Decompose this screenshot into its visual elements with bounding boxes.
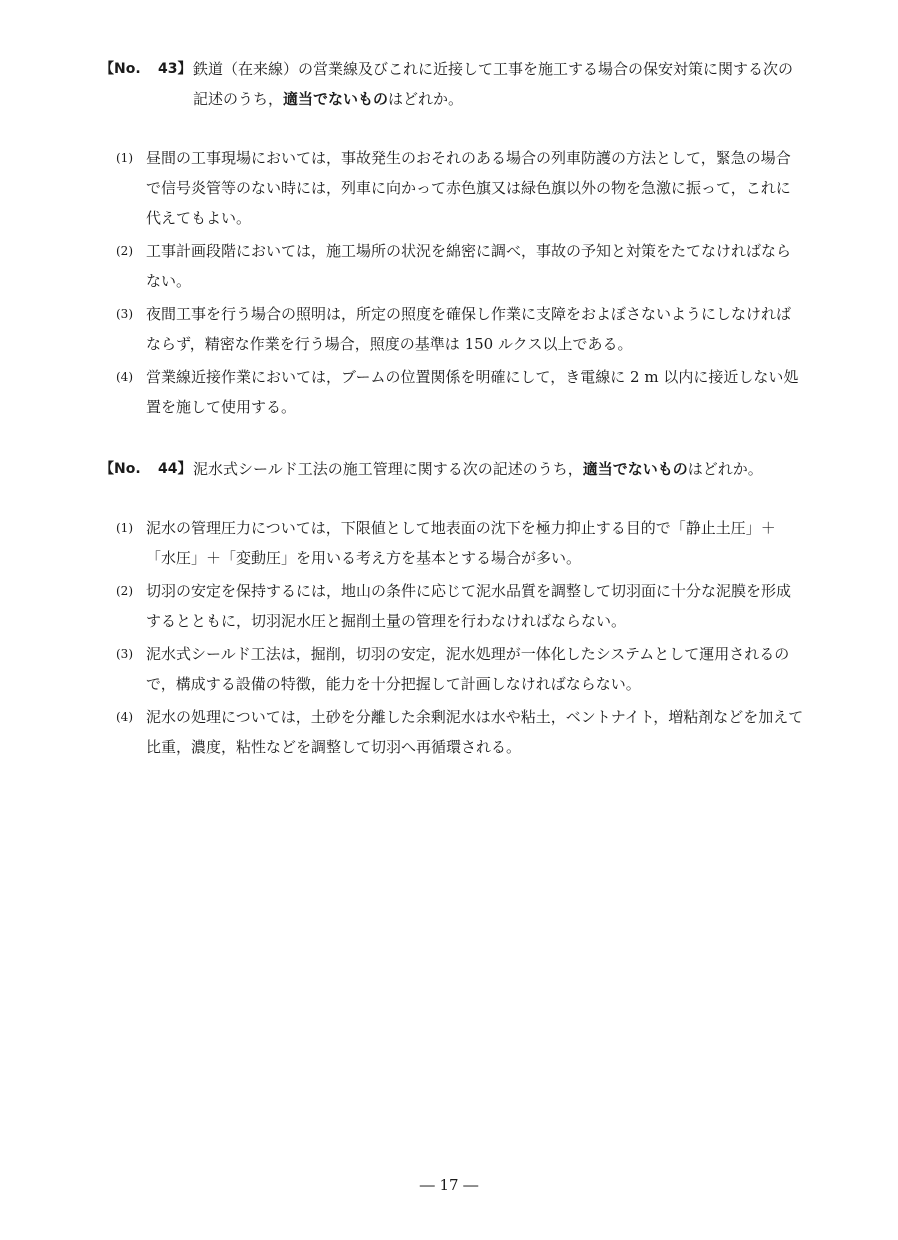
option-text: 切羽の安定を保持するには，地山の条件に応じて泥水品質を調整して切羽面に十分な泥膜を形成するとともに，切羽泥水圧と掘削土量の管理を行わなければならない。 <box>146 582 792 630</box>
option-number: (4) <box>116 710 133 724</box>
option-number: (2) <box>116 584 133 598</box>
option-text: 工事計画段階においては，施工場所の状況を綿密に調べ，事故の予知と対策をたてなければならない。 <box>146 242 792 290</box>
option-text: 営業線近接作業においては，ブームの位置関係を明確にして，き電線に 2 m 以内に接近しない処置を施して使用する。 <box>146 368 799 416</box>
option-number: (1) <box>116 151 133 165</box>
option-item <box>100 143 805 233</box>
stem-emphasis: 適当でないもの <box>582 460 688 478</box>
question-stem <box>193 454 805 484</box>
stem-emphasis: 適当でないもの <box>283 90 389 108</box>
question-44 <box>100 454 805 765</box>
stem-tail: はどれか。 <box>687 460 763 478</box>
option-item <box>100 362 805 422</box>
option-item <box>100 702 805 762</box>
question-bracket: 【No. <box>100 461 141 477</box>
question-number-value: 43】 <box>158 61 192 77</box>
question-bracket: 【No. <box>100 61 141 77</box>
option-text: 夜間工事を行う場合の照明は，所定の照度を確保し作業に支障をおよぼさないようにしなければならず，精密な作業を行う場合，照度の基準は 150 ルクス以上である。 <box>146 305 792 353</box>
question-header <box>100 54 805 114</box>
option-item <box>100 236 805 296</box>
question-43 <box>100 54 805 425</box>
option-item <box>100 639 805 699</box>
option-item <box>100 299 805 359</box>
option-text: 泥水の管理圧力については，下限値として地表面の沈下を極力抑止する目的で「静止土圧」＋「水圧」＋「変動圧」を用いる考え方を基本とする場合が多い。 <box>146 519 776 567</box>
option-list <box>100 513 805 762</box>
option-number: (1) <box>116 521 133 535</box>
question-number <box>100 54 191 84</box>
question-number <box>100 454 191 484</box>
option-text: 泥水の処理については，土砂を分離した余剰泥水は水や粘土，ベントナイト，増粘剤などを加えて比重，濃度，粘性などを調整して切羽へ再循環される。 <box>146 708 804 756</box>
page-number: ― 17 ― <box>419 1176 479 1194</box>
option-number: (4) <box>116 370 133 384</box>
question-header <box>100 454 805 484</box>
question-stem <box>193 54 805 114</box>
option-list <box>100 143 805 422</box>
option-number: (3) <box>116 647 133 661</box>
option-item <box>100 513 805 573</box>
option-number: (3) <box>116 307 133 321</box>
stem-text: 鉄道（在来線）の営業線及びこれに近接して工事を施工する場合の保安対策に関する次の記述のうち， <box>193 60 794 108</box>
question-number-value: 44】 <box>158 461 192 477</box>
option-item <box>100 576 805 636</box>
option-number: (2) <box>116 244 133 258</box>
stem-tail: はどれか。 <box>388 90 464 108</box>
stem-text: 泥水式シールド工法の施工管理に関する次の記述のうち， <box>193 460 583 478</box>
option-text: 泥水式シールド工法は，掘削，切羽の安定，泥水処理が一体化したシステムとして運用されるので，構成する設備の特徴，能力を十分把握して計画しなければならない。 <box>146 645 790 693</box>
option-text: 昼間の工事現場においては，事故発生のおそれのある場合の列車防護の方法として，緊急の場合で信号炎管等のない時には，列車に向かって赤色旗又は緑色旗以外の物を急激に振って，これに代えてもよい。 <box>146 149 791 227</box>
